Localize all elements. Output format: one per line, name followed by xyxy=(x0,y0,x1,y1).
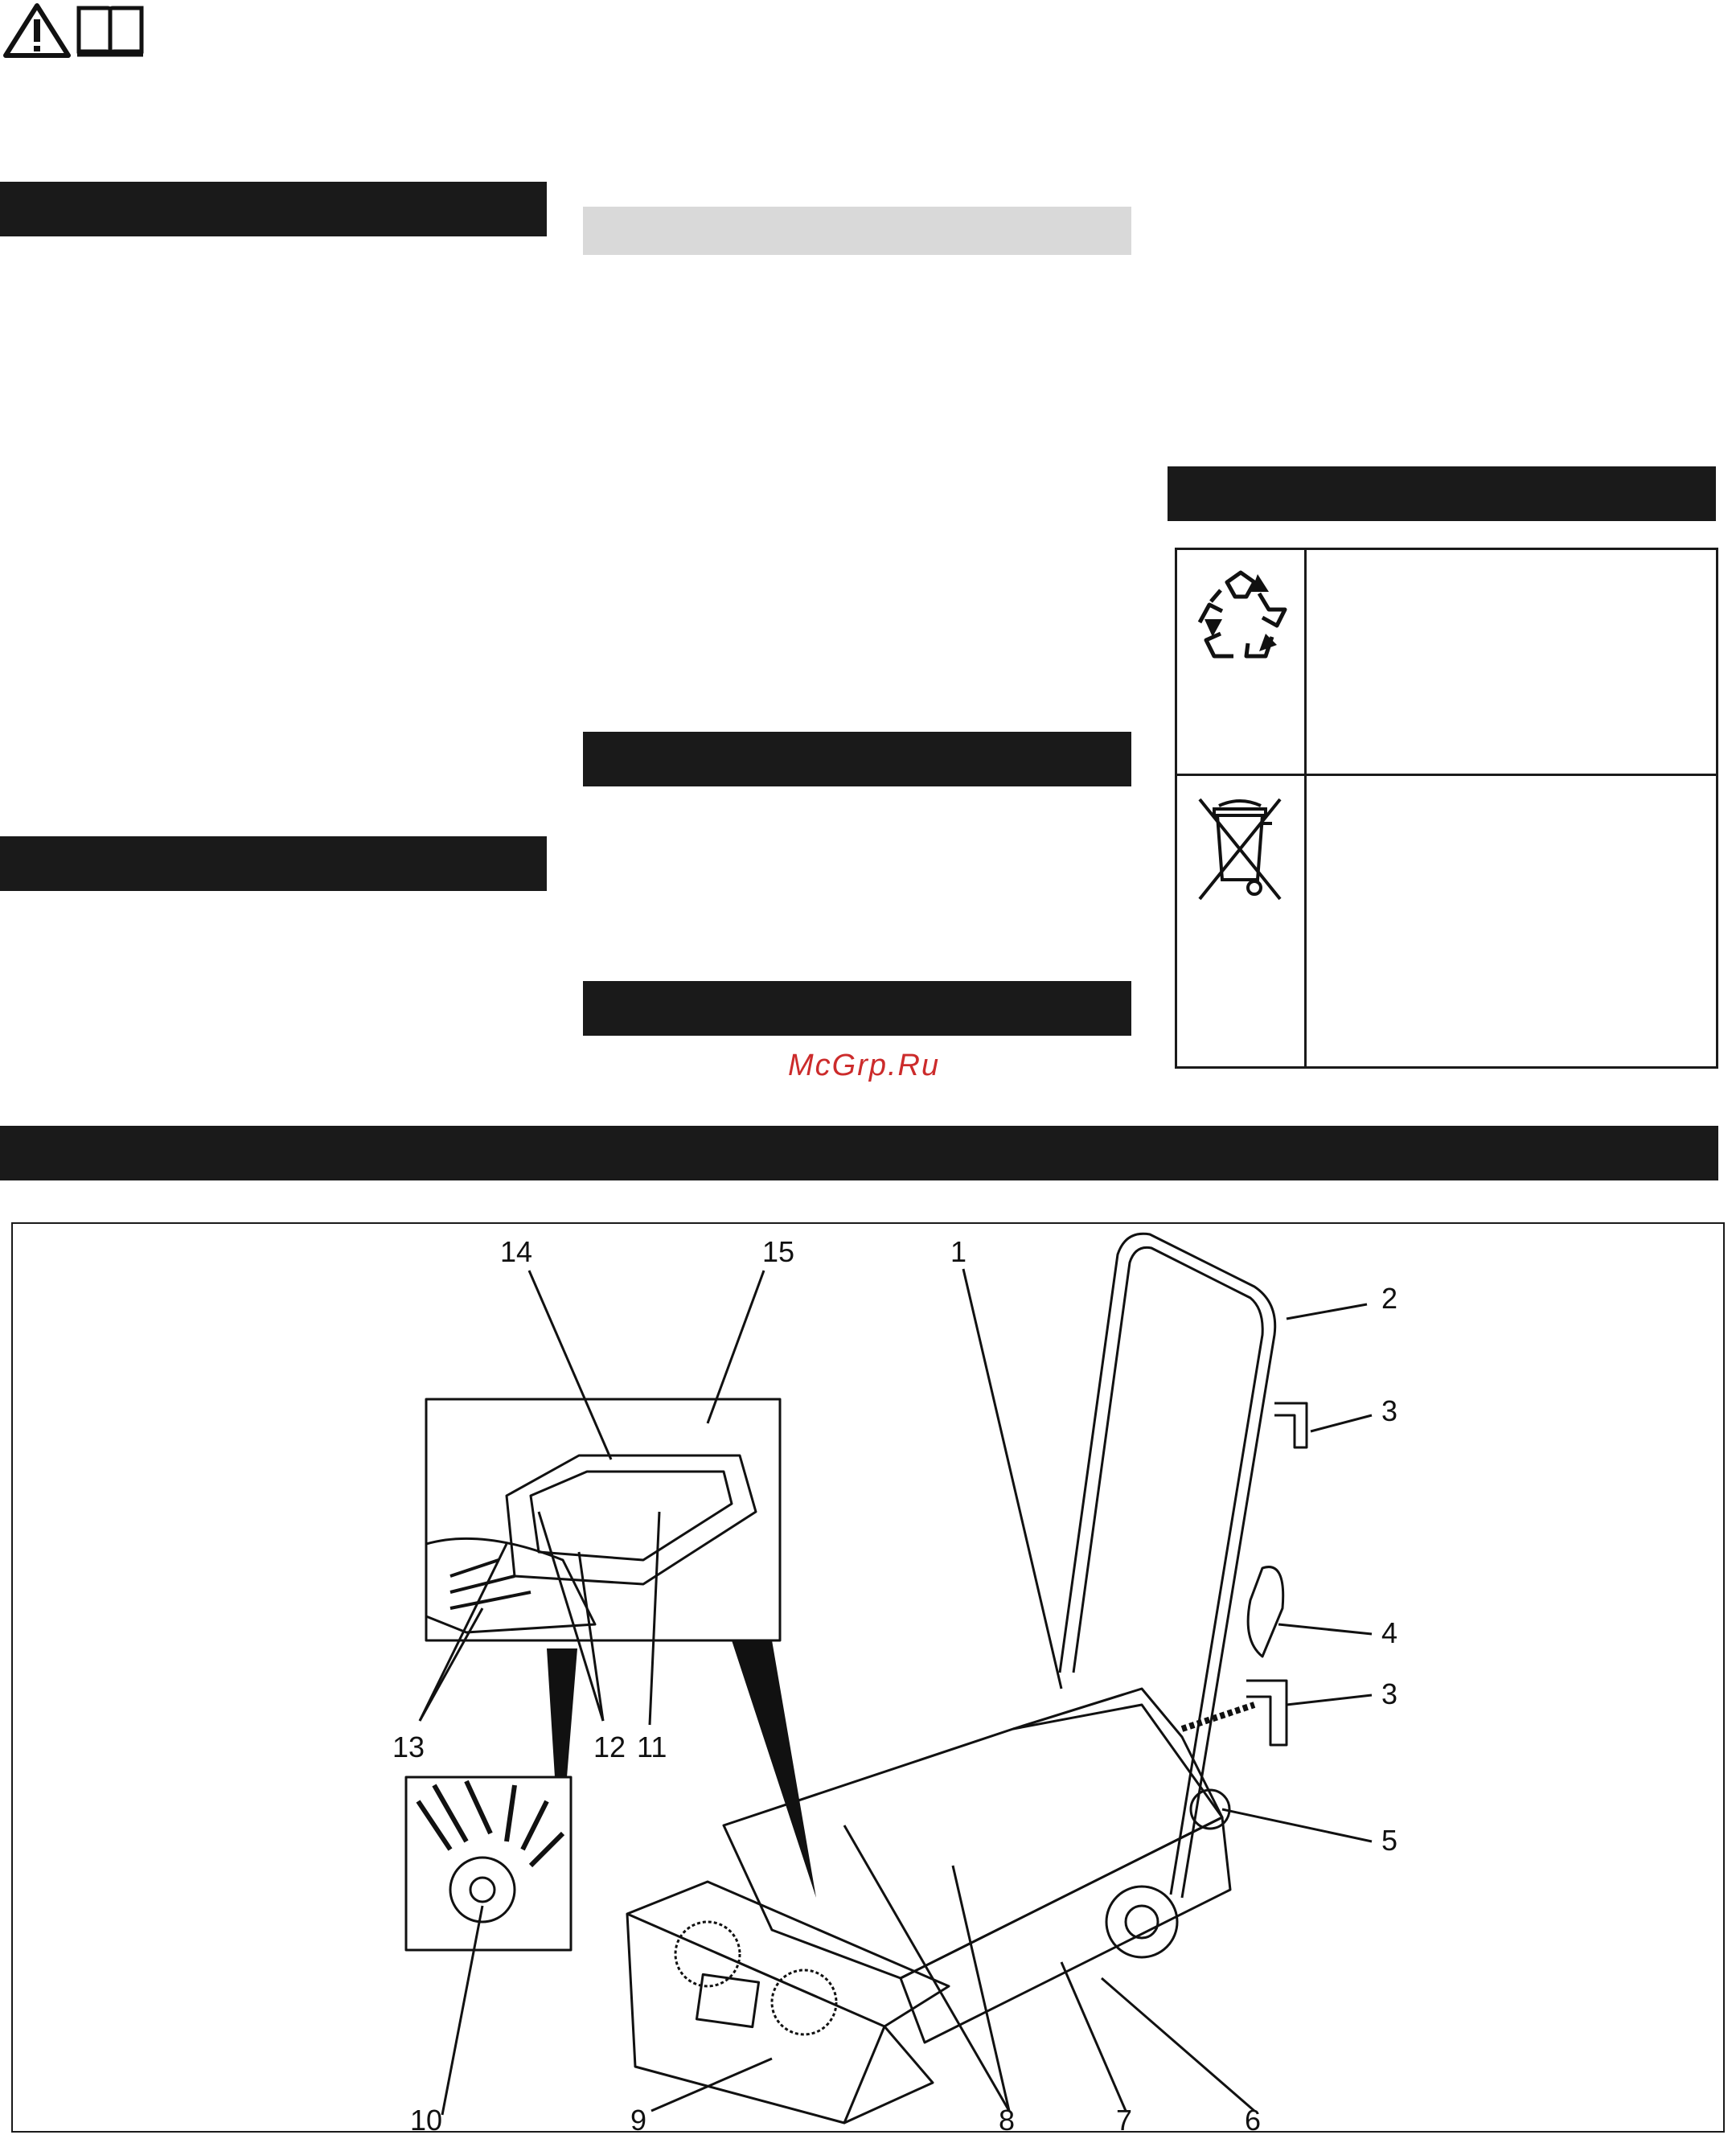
callout-5: 5 xyxy=(1381,1824,1398,1857)
front-housing xyxy=(627,1882,949,2026)
callout-15: 15 xyxy=(762,1235,795,1268)
handle-bar xyxy=(1060,1234,1275,1898)
front-housing-side xyxy=(627,1914,884,2123)
callout-12: 12 xyxy=(593,1730,626,1763)
callout-3-upper: 3 xyxy=(1381,1394,1398,1427)
callout-4: 4 xyxy=(1381,1616,1398,1649)
callout-11: 11 xyxy=(637,1730,667,1763)
handle-bar-inner xyxy=(1073,1247,1262,1895)
watermark-text: McGrp.Ru xyxy=(788,1049,941,1082)
callout-14: 14 xyxy=(500,1235,533,1268)
control-box xyxy=(1013,1689,1222,1817)
inset-top xyxy=(426,1399,780,1640)
callout-2: 2 xyxy=(1381,1282,1398,1315)
callout-7: 7 xyxy=(1116,2104,1133,2137)
callout-10: 10 xyxy=(410,2104,443,2137)
callout-8: 8 xyxy=(999,2104,1016,2137)
callout-9: 9 xyxy=(630,2104,647,2137)
callout-3-lower: 3 xyxy=(1381,1677,1398,1710)
callout-6: 6 xyxy=(1245,2104,1262,2137)
callout-13: 13 xyxy=(392,1730,425,1763)
callout-1: 1 xyxy=(950,1235,967,1268)
